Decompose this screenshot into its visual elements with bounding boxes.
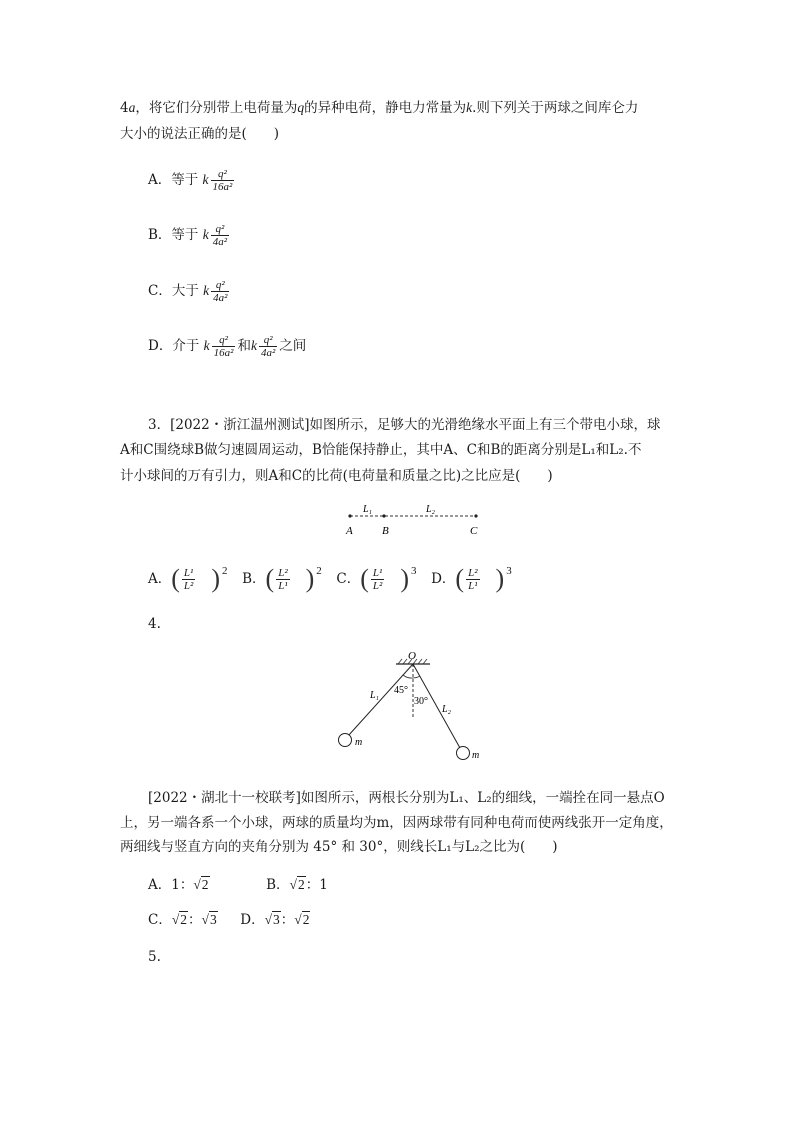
label-a: A [346, 525, 353, 537]
q1-stem-line2: 大小的说法正确的是( ) [120, 126, 280, 142]
q1-option-b: B．等于 k $\frac{\text{q²}}{\text{4a²}}$ [148, 223, 228, 248]
q1-stem-line1: 4a，将它们分别带上电荷量为q的异种电荷，静电力常量为k.则下列关于两球之间库仑力 [120, 100, 639, 116]
q1-option-d: D．介于 k $\frac{\text{q²}}{\text{16a²}}$ 和k $\frac{\text{q²}}{\text{4a²}}$ 之间 [148, 334, 307, 359]
label-o: O [408, 650, 416, 662]
angle-arc-30 [413, 676, 420, 678]
q3-option-d: D．( $\frac{\text{L²}}{\text{L¹}}$ ) $^3$ [431, 564, 512, 593]
q3-stem-line1: 3．[2022・浙江温州测试]如图所示，足够大的光滑绝缘水平面上有三个带电小球，球 [148, 417, 661, 433]
q3-option-b: B．( $\frac{\text{L²}}{\text{L¹}}$ ) $^2$ [242, 564, 322, 593]
label-l1: L₁ [370, 690, 380, 701]
fraction: $\frac{\text{q²}}{\text{4a²}}$ [260, 334, 276, 359]
q4-stem-line1: [2022・湖北十一校联考]如图所示，两根长分别为L₁、L₂的细线，一端拴在同一悬点O [148, 790, 665, 806]
fraction: $\frac{\text{q²}}{\text{4a²}}$ [212, 223, 228, 248]
label-angle-30: 30° [414, 696, 428, 707]
q3-stem-line3: 计小球间的万有引力，则A和C的比荷(电荷量和质量之比)之比应是( ) [120, 468, 553, 484]
q4-option-d: D．√3：√2 [240, 912, 310, 928]
fraction: $\frac{\text{q²}}{\text{16a²}}$ [212, 168, 233, 193]
point-c [474, 514, 477, 517]
label-l2: L₂ [442, 704, 452, 715]
label-b: B [382, 525, 389, 537]
ball-right [457, 747, 470, 760]
q4-option-a: A．1：√2 [148, 877, 209, 893]
q1-option-a: A．等于 k $\frac{\text{q²}}{\text{16a²}}$ [148, 168, 233, 193]
q3-options [148, 564, 512, 593]
q4-options-row1 [148, 875, 328, 895]
q3-option-c: C．( $\frac{\text{L¹}}{\text{L²}}$ ) $^3$ [336, 564, 417, 593]
label-angle-45: 45° [394, 685, 408, 696]
label-l2: L₂ [426, 504, 436, 515]
q4-option-c: C．√2：√3 [148, 912, 217, 928]
fraction: $\frac{\text{q²}}{\text{4a²}}$ [213, 279, 228, 304]
q5-number: 5. [148, 949, 161, 965]
q3-stem-line2: A和C围绕球B做匀速圆周运动，B恰能保持静止，其中A、C和B的距离分别是L₁和L₂.不 [120, 442, 642, 458]
q4-figure [330, 648, 500, 766]
label-m-left: m [355, 737, 363, 748]
label-m-right: m [472, 750, 480, 761]
point-a [348, 514, 351, 517]
angle-arc-45 [403, 675, 413, 678]
q3-figure [330, 500, 490, 540]
ball-left [339, 734, 352, 747]
q1-option-c: C．大于 k $\frac{\text{q²}}{\text{4a²}}$ [148, 279, 228, 304]
q3-option-a: A．( $\frac{\text{L¹}}{\text{L²}}$ ) $^2$ [148, 564, 228, 593]
label-l1: L₁ [363, 504, 373, 515]
q4-options-row2 [148, 910, 310, 930]
label-c: C [470, 525, 478, 537]
q4-number: 4. [148, 616, 161, 632]
q4-stem-line2: 上，另一端各系一个小球，两球的质量均为m，因两球带有同种电荷而使两线张开一定角度， [120, 815, 673, 831]
q4-stem-line3: 两细线与竖直方向的夹角分别为 45° 和 30°，则线长L₁与L₂之比为( ) [120, 839, 558, 855]
fraction: $\frac{\text{q²}}{\text{16a²}}$ [213, 334, 234, 359]
point-b [382, 514, 385, 517]
q4-option-b: B．√2：1 [266, 877, 328, 893]
